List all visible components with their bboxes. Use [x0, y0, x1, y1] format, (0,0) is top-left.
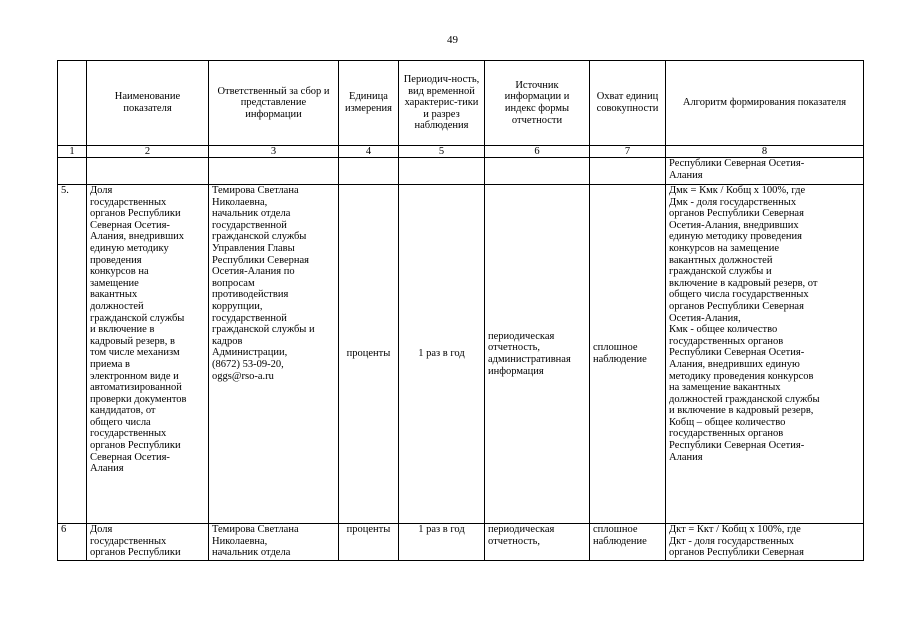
row-number: 6: [58, 524, 87, 561]
header-cell-responsible: Ответственный за сбор и представление информации: [209, 61, 339, 146]
algorithm-line: общего числа государственных: [669, 289, 809, 301]
algorithm-line: органов Республики Северная: [669, 208, 804, 220]
name-line: приема в: [90, 358, 130, 370]
algorithm-line: Дмк - доля государственных: [669, 196, 797, 208]
coverage-cell: [590, 185, 666, 524]
algorithm-line: Республики Северная Осетия-: [669, 440, 805, 452]
coverage-cell: [590, 524, 666, 561]
header-cell-unit: Единица измерения: [339, 61, 399, 146]
responsible-cell: [209, 185, 339, 524]
source-cell: [485, 524, 590, 561]
column-number: 5: [399, 146, 485, 158]
table-row: [58, 185, 864, 524]
algorithm-line: Кобщ – общее количество: [669, 416, 786, 428]
coverage-line: наблюдение: [593, 354, 647, 365]
responsible-line: Темирова Светлана: [212, 524, 299, 535]
source-line: административная: [488, 354, 571, 365]
unit-cell: проценты: [339, 524, 399, 561]
indicator-name-cell: [87, 524, 209, 561]
responsible-line: Администрации,: [212, 347, 288, 359]
coverage-line: сплошное: [593, 342, 638, 354]
name-line: Доля: [90, 524, 113, 535]
algorithm-line: Республики Северная Осетия-: [669, 347, 805, 359]
name-line: вакантных: [90, 289, 138, 301]
header-cell-num: [58, 61, 87, 146]
name-line: электронном виде и: [90, 370, 179, 382]
algorithm-line: Осетия-Алания, внедривших: [669, 219, 799, 231]
name-line: государственных: [90, 535, 167, 547]
responsible-line: кадров: [212, 335, 243, 347]
algorithm-line: гражданской службы и: [669, 266, 772, 278]
name-line: Доля: [90, 185, 113, 196]
responsible-line: Республики Северная: [212, 254, 310, 266]
name-line: и включение в: [90, 324, 155, 336]
responsible-line: Николаевна,: [212, 535, 268, 547]
algorithm-line: Республики Северная Осетия-: [669, 158, 805, 169]
source-line: отчетность,: [488, 342, 541, 354]
algorithm-line: конкурсов на замещение: [669, 242, 780, 254]
responsible-line: государственной: [212, 312, 287, 324]
name-line: автоматизированной: [90, 382, 182, 394]
responsible-line: противодействия: [212, 289, 289, 301]
algorithm-line: методику проведения конкурсов: [669, 370, 814, 382]
header-row: [58, 61, 864, 146]
algorithm-line: Алания: [669, 169, 703, 181]
column-number: 6: [485, 146, 590, 158]
coverage-line: наблюдение: [593, 535, 647, 547]
responsible-line: вопросам: [212, 277, 255, 289]
table-row-continued: [58, 158, 864, 185]
name-line: государственных: [90, 196, 167, 208]
source-line: отчетность,: [488, 535, 541, 547]
responsible-line: Николаевна,: [212, 196, 268, 208]
name-line: кадровый резерв, в: [90, 335, 175, 347]
name-line: единую методику: [90, 242, 169, 254]
source-line: периодическая: [488, 330, 555, 342]
name-line: государственных: [90, 428, 167, 440]
name-line: Северная Осетия-: [90, 451, 170, 463]
formula-line: Дмк = Кмк / Кобщ х 100%, где: [669, 185, 806, 196]
algorithm-cell: [666, 524, 864, 561]
algorithm-line: Алания: [669, 451, 703, 463]
name-line: Алания, внедривших: [90, 231, 185, 243]
responsible-email: oggs@rso-a.ru: [212, 370, 274, 382]
name-line: проверки документов: [90, 393, 187, 405]
unit-cell: проценты: [339, 185, 399, 524]
name-line: кандидатов, от: [90, 405, 156, 417]
column-number: 3: [209, 146, 339, 158]
header-cell-periodicity: Периодич-ность, вид временной характерис-тики и разрез наблюдения: [399, 61, 485, 146]
responsible-line: государственной: [212, 219, 287, 231]
name-line: должностей: [90, 300, 144, 312]
header-cell-name: Наименование показателя: [87, 61, 209, 146]
name-line: общего числа: [90, 416, 151, 428]
indicator-name-cell: [87, 185, 209, 524]
column-number: 1: [58, 146, 87, 158]
algorithm-line: государственных органов: [669, 335, 784, 347]
responsible-cell: [209, 524, 339, 561]
column-number-row: [58, 146, 864, 158]
source-line: информация: [488, 365, 544, 377]
column-number: 8: [666, 146, 864, 158]
coverage-line: сплошное: [593, 524, 638, 535]
algorithm-line: на замещение вакантных: [669, 382, 781, 394]
responsible-line: гражданской службы: [212, 231, 307, 243]
algorithm-line: вакантных должностей: [669, 254, 773, 266]
responsible-line: коррупции,: [212, 300, 263, 312]
algorithm-cell: [666, 158, 864, 185]
algorithm-line: Алания, внедривших единую: [669, 358, 800, 370]
algorithm-line: органов Республики Северная: [669, 300, 804, 312]
header-cell-algorithm: Алгоритм формирования показателя: [666, 61, 864, 146]
responsible-line: Управления Главы: [212, 242, 295, 254]
periodicity-cell: 1 раз в год: [399, 185, 485, 524]
responsible-line: Темирова Светлана: [212, 185, 299, 196]
header-cell-coverage: Охват единиц совокупности: [590, 61, 666, 146]
indicator-table: [57, 60, 864, 561]
name-line: Алания: [90, 463, 124, 475]
column-number: 2: [87, 146, 209, 158]
responsible-line: начальник отдела: [212, 547, 291, 559]
responsible-phone: (8672) 53-09-20,: [212, 358, 284, 370]
algorithm-line: должностей гражданской службы: [669, 393, 820, 405]
responsible-line: начальник отдела: [212, 208, 291, 220]
table-row: [58, 524, 864, 561]
algorithm-line: и включение в кадровый резерв,: [669, 405, 814, 417]
source-line: периодическая: [488, 524, 555, 535]
name-line: проведения: [90, 254, 142, 266]
algorithm-line: органов Республики Северная: [669, 547, 804, 559]
name-line: том числе механизм: [90, 347, 180, 359]
algorithm-line: Кмк - общее количество: [669, 324, 778, 336]
responsible-line: гражданской службы и: [212, 324, 315, 336]
page-number: 49: [447, 34, 458, 46]
algorithm-line: государственных органов: [669, 428, 784, 440]
source-cell: [485, 185, 590, 524]
algorithm-line: Осетия-Алания,: [669, 312, 741, 324]
formula-line: Дкт = Ккт / Кобщ х 100%, где: [669, 524, 801, 535]
name-line: Северная Осетия-: [90, 219, 170, 231]
name-line: органов Республики: [90, 440, 181, 452]
row-number: 5.: [58, 185, 87, 524]
header-cell-source: Источник информации и индекс формы отчетности: [485, 61, 590, 146]
algorithm-line: включение в кадровый резерв, от: [669, 277, 818, 289]
name-line: конкурсов на: [90, 266, 149, 278]
algorithm-line: единую методику проведения: [669, 231, 802, 243]
periodicity-cell: 1 раз в год: [399, 524, 485, 561]
name-line: органов Республики: [90, 547, 181, 559]
responsible-line: Осетия-Алания по: [212, 266, 295, 278]
name-line: замещение: [90, 277, 139, 289]
name-line: органов Республики: [90, 208, 181, 220]
column-number: 7: [590, 146, 666, 158]
name-line: гражданской службы: [90, 312, 185, 324]
algorithm-line: Дкт - доля государственных: [669, 535, 794, 547]
column-number: 4: [339, 146, 399, 158]
algorithm-cell: [666, 185, 864, 524]
